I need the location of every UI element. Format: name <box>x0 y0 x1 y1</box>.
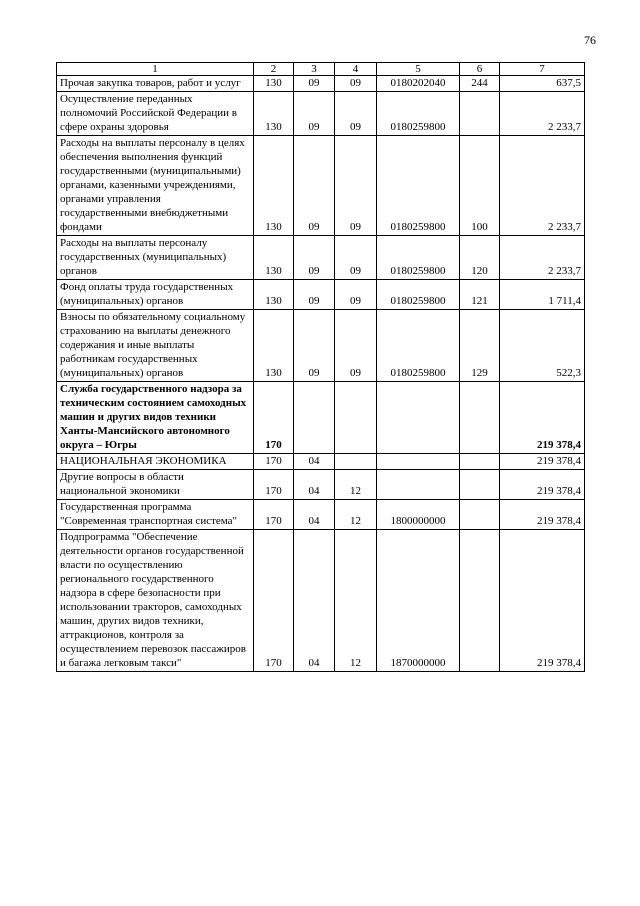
row-name-cell: Фонд оплаты труда государственных (муниципальных) органов <box>57 280 254 310</box>
row-subsection-cell: 12 <box>335 530 377 672</box>
row-subsection-cell: 09 <box>335 280 377 310</box>
header-cell: 5 <box>377 63 460 76</box>
row-expense-type-cell <box>460 530 500 672</box>
row-amount-cell: 219 378,4 <box>500 500 585 530</box>
row-section-cell: 09 <box>294 280 335 310</box>
row-name-cell: Служба государственного надзора за техническим состоянием самоходных машин и других видов техники Ханты-Мансийского автономного округа – Югры <box>57 382 254 454</box>
row-target-article-cell: 0180259800 <box>377 310 460 382</box>
row-expense-type-cell <box>460 92 500 136</box>
row-section-cell: 04 <box>294 454 335 470</box>
row-subsection-cell <box>335 454 377 470</box>
row-subsection-cell: 09 <box>335 76 377 92</box>
row-amount-cell: 637,5 <box>500 76 585 92</box>
row-code-cell: 170 <box>254 530 294 672</box>
row-subsection-cell: 09 <box>335 92 377 136</box>
row-name-cell: Расходы на выплаты персоналу в целях обеспечения выполнения функций государственными (муниципальными) органами, казенными учреждениями, органами управления государственными внебюджетными фондами <box>57 136 254 236</box>
row-target-article-cell: 0180259800 <box>377 92 460 136</box>
row-target-article-cell <box>377 470 460 500</box>
row-target-article-cell: 0180259800 <box>377 136 460 236</box>
row-section-cell <box>294 382 335 454</box>
page-number: 76 <box>584 33 596 47</box>
row-amount-cell: 219 378,4 <box>500 382 585 454</box>
row-subsection-cell: 09 <box>335 236 377 280</box>
row-amount-cell: 2 233,7 <box>500 136 585 236</box>
row-code-cell: 130 <box>254 92 294 136</box>
row-amount-cell: 1 711,4 <box>500 280 585 310</box>
row-section-cell: 09 <box>294 76 335 92</box>
row-code-cell: 170 <box>254 500 294 530</box>
row-expense-type-cell <box>460 454 500 470</box>
row-name-cell: НАЦИОНАЛЬНАЯ ЭКОНОМИКА <box>57 454 254 470</box>
table-row <box>57 500 585 530</box>
table-row <box>57 530 585 672</box>
row-amount-cell: 219 378,4 <box>500 470 585 500</box>
row-target-article-cell: 1800000000 <box>377 500 460 530</box>
row-amount-cell: 219 378,4 <box>500 454 585 470</box>
row-amount-cell: 2 233,7 <box>500 92 585 136</box>
row-name-cell: Расходы на выплаты персоналу государственных (муниципальных) органов <box>57 236 254 280</box>
header-cell: 4 <box>335 63 377 76</box>
row-target-article-cell: 0180202040 <box>377 76 460 92</box>
row-subsection-cell: 09 <box>335 136 377 236</box>
row-name-cell: Государственная программа "Современная транспортная система" <box>57 500 254 530</box>
row-code-cell: 170 <box>254 470 294 500</box>
row-code-cell: 130 <box>254 136 294 236</box>
row-expense-type-cell: 129 <box>460 310 500 382</box>
row-subsection-cell: 12 <box>335 500 377 530</box>
table-row <box>57 310 585 382</box>
row-target-article-cell: 1870000000 <box>377 530 460 672</box>
row-expense-type-cell: 121 <box>460 280 500 310</box>
table-row <box>57 236 585 280</box>
row-target-article-cell <box>377 382 460 454</box>
table-row <box>57 76 585 92</box>
row-target-article-cell: 0180259800 <box>377 236 460 280</box>
row-code-cell: 130 <box>254 76 294 92</box>
row-name-cell: Прочая закупка товаров, работ и услуг <box>57 76 254 92</box>
row-expense-type-cell: 100 <box>460 136 500 236</box>
row-section-cell: 09 <box>294 236 335 280</box>
row-expense-type-cell: 120 <box>460 236 500 280</box>
header-cell: 6 <box>460 63 500 76</box>
row-expense-type-cell <box>460 382 500 454</box>
row-name-cell: Взносы по обязательному социальному страхованию на выплаты денежного содержания и иные выплаты работникам государственных (муниципальных) органов <box>57 310 254 382</box>
row-amount-cell: 219 378,4 <box>500 530 585 672</box>
header-cell: 1 <box>57 63 254 76</box>
row-amount-cell: 2 233,7 <box>500 236 585 280</box>
row-name-cell: Другие вопросы в области национальной экономики <box>57 470 254 500</box>
row-section-cell: 09 <box>294 136 335 236</box>
row-subsection-cell <box>335 382 377 454</box>
table-row <box>57 280 585 310</box>
header-cell: 7 <box>500 63 585 76</box>
row-name-cell: Подпрограмма "Обеспечение деятельности органов государственной власти по осуществлению регионального государственного надзора в сфере безопасности при использовании тракторов, самоходных машин, других видов техники, аттракционов, контроля за осуществлением перевозок пассажиров и багажа легковым такси" <box>57 530 254 672</box>
table-row <box>57 382 585 454</box>
table-row <box>57 136 585 236</box>
row-amount-cell: 522,3 <box>500 310 585 382</box>
row-section-cell: 09 <box>294 310 335 382</box>
row-expense-type-cell <box>460 470 500 500</box>
row-section-cell: 09 <box>294 92 335 136</box>
row-section-cell: 04 <box>294 470 335 500</box>
row-subsection-cell: 12 <box>335 470 377 500</box>
table-header-row <box>57 63 585 76</box>
row-expense-type-cell <box>460 500 500 530</box>
row-target-article-cell <box>377 454 460 470</box>
table-row <box>57 92 585 136</box>
row-target-article-cell: 0180259800 <box>377 280 460 310</box>
budget-table <box>56 62 585 672</box>
table-row <box>57 470 585 500</box>
header-cell: 3 <box>294 63 335 76</box>
row-section-cell: 04 <box>294 530 335 672</box>
row-subsection-cell: 09 <box>335 310 377 382</box>
row-code-cell: 130 <box>254 280 294 310</box>
row-code-cell: 170 <box>254 454 294 470</box>
row-code-cell: 130 <box>254 310 294 382</box>
row-section-cell: 04 <box>294 500 335 530</box>
header-cell: 2 <box>254 63 294 76</box>
row-code-cell: 130 <box>254 236 294 280</box>
row-expense-type-cell: 244 <box>460 76 500 92</box>
table-row <box>57 454 585 470</box>
row-name-cell: Осуществление переданных полномочий Российской Федерации в сфере охраны здоровья <box>57 92 254 136</box>
row-code-cell: 170 <box>254 382 294 454</box>
